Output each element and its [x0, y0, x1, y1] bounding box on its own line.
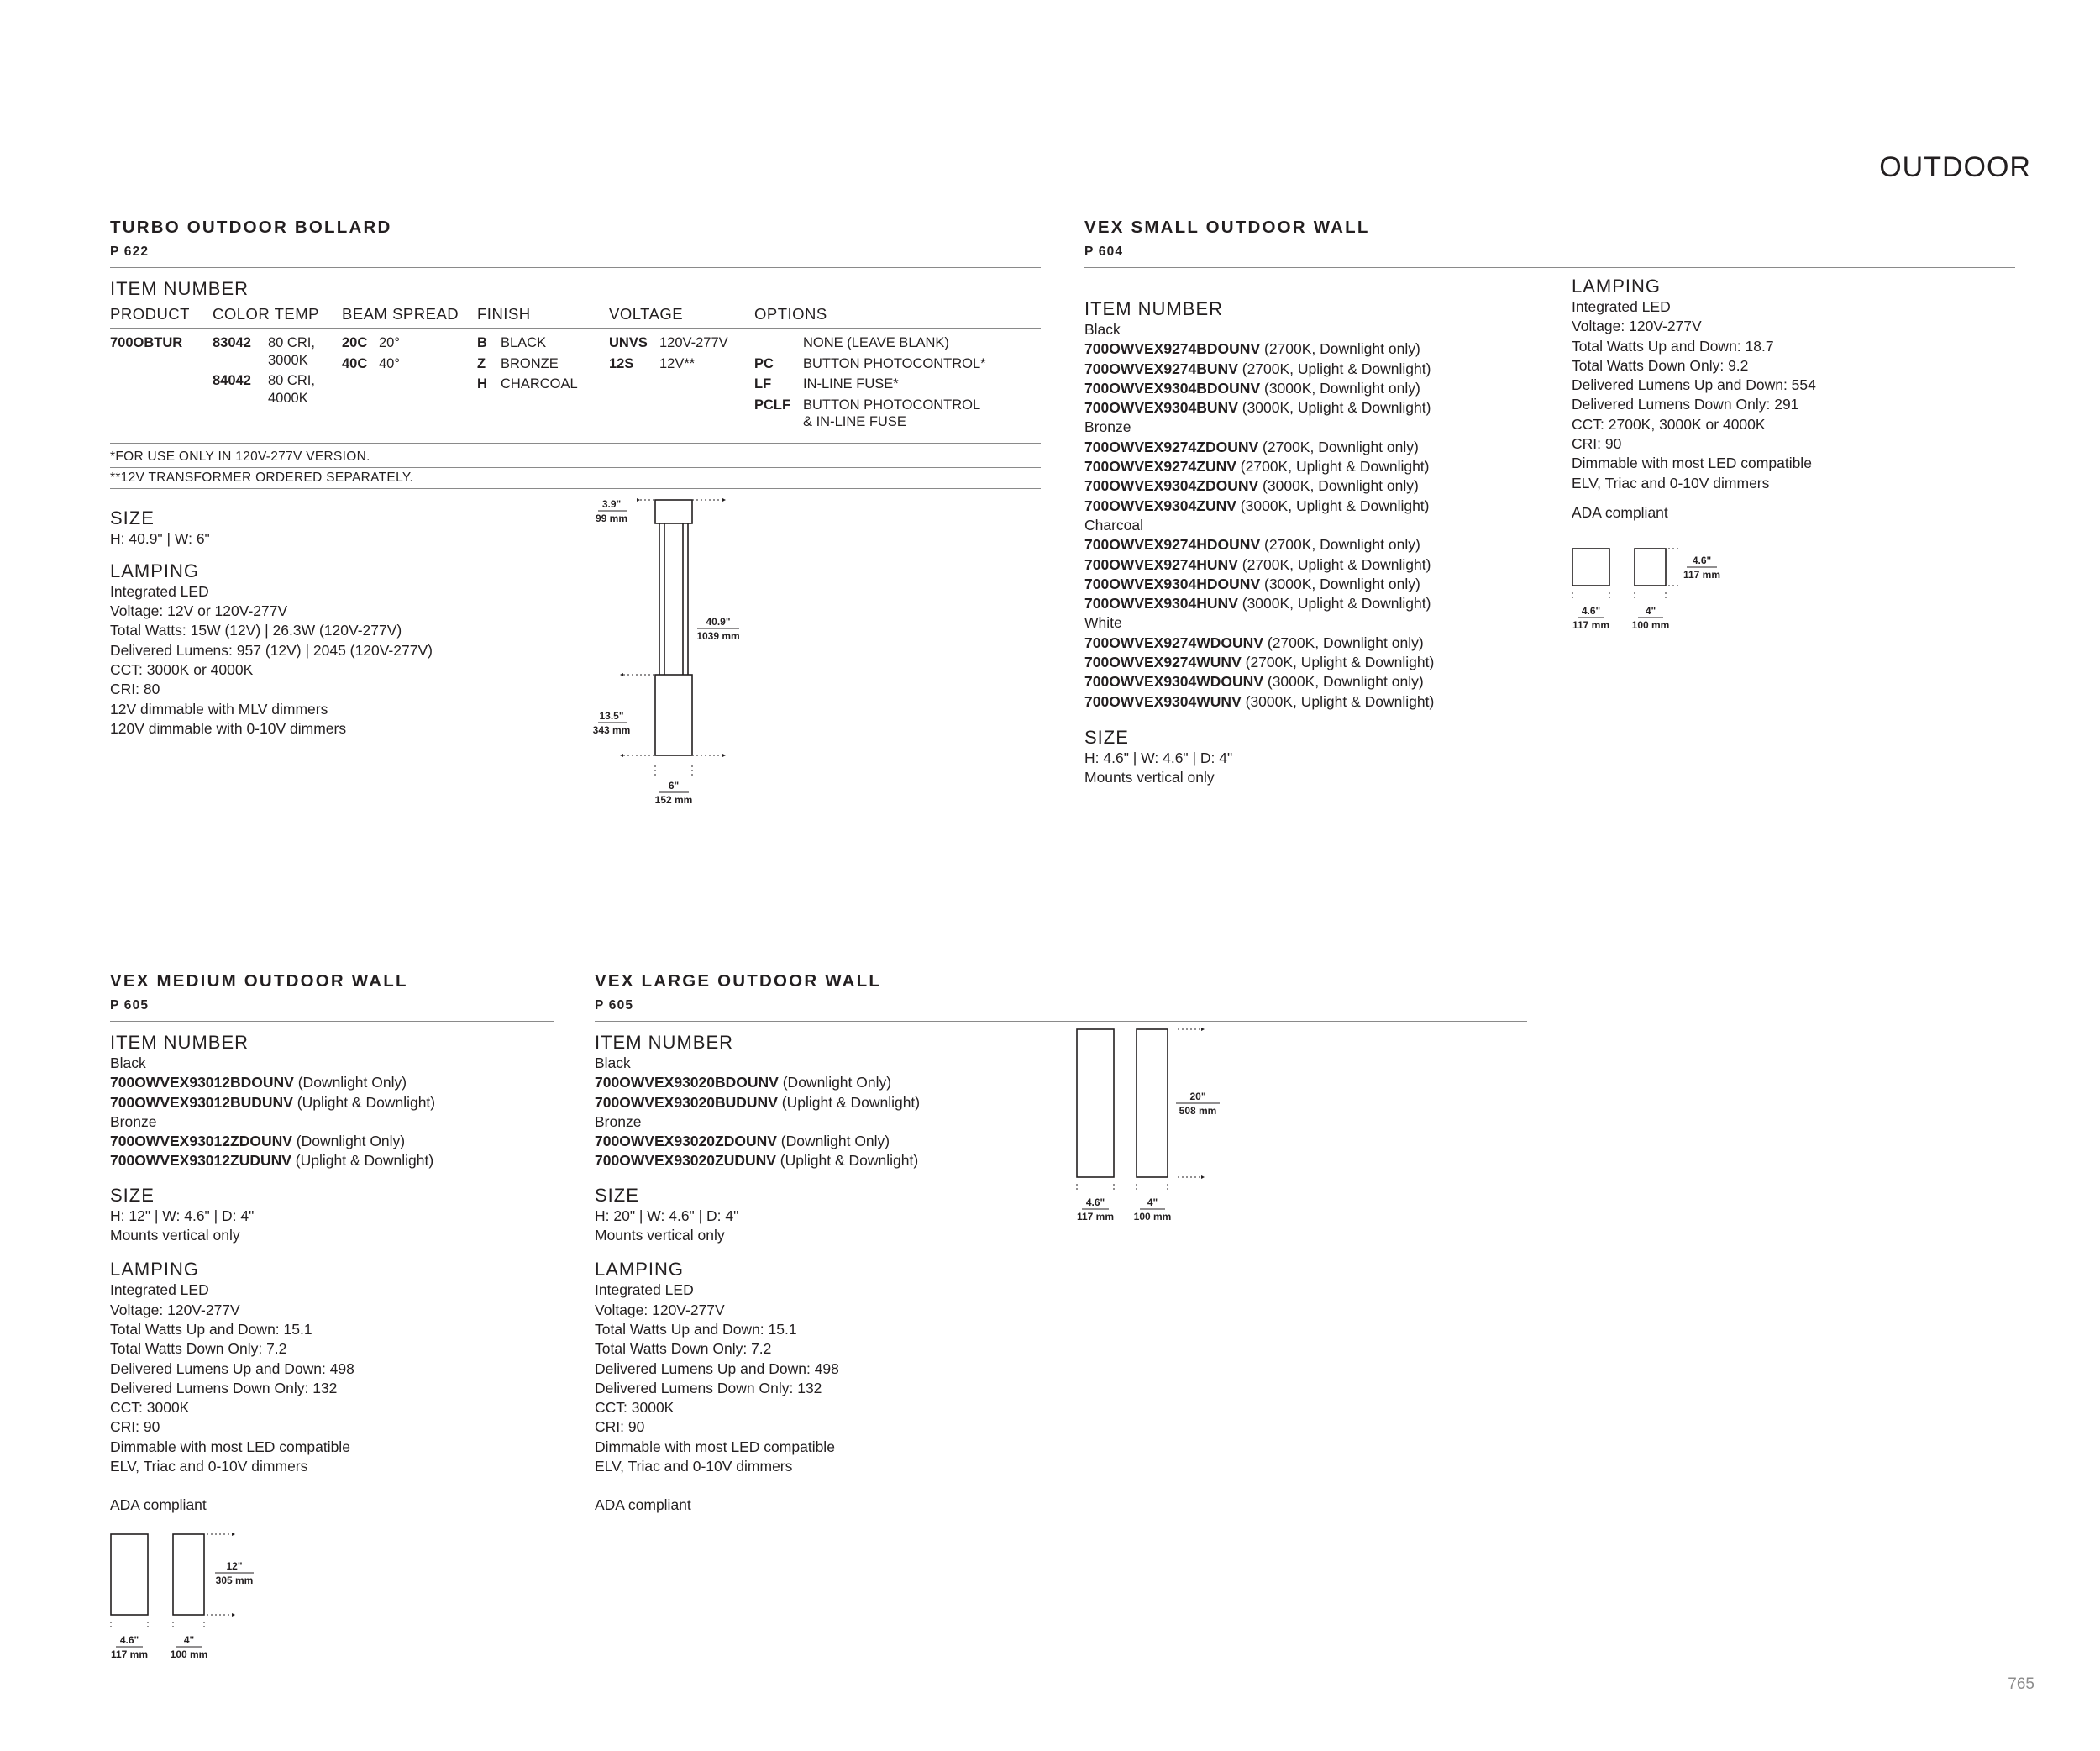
col-options: OPTIONS: [754, 305, 1041, 329]
catalog-page-ref: P 605: [110, 998, 150, 1012]
lamping-specs: Integrated LED Voltage: 12V or 120V-277V Total Watts: 15W (12V) | 26.3W (120V-277V) Delivered Lumens: 957 (12V) | 2045 (120V-277V) CCT: 3000K or 4000K CRI: 80 12V dimmable with MLV dimmers 120V dimmable with 0-10V dimmers: [110, 582, 433, 737]
item-row: 700OWVEX9274HUNV (2700K, Uplight & Downlight): [1084, 555, 1431, 573]
item-number-heading: ITEM NUMBER: [110, 1032, 249, 1053]
side-view: [1137, 1029, 1168, 1177]
dim-width: 6": [668, 780, 680, 791]
page-number: 765: [2008, 1675, 2034, 1693]
dim-width-mm: 117 mm: [110, 1648, 149, 1660]
bollard-head: [655, 500, 692, 523]
section-label: OUTDOOR: [1879, 151, 2031, 183]
divider: [1084, 267, 2015, 268]
size-value: H: 20" | W: 4.6" | D: 4" Mounts vertical only: [595, 1207, 739, 1244]
front-view: [1077, 1029, 1114, 1177]
vex-large-section: [595, 970, 1527, 1516]
catalog-page-ref: P 605: [595, 998, 634, 1012]
bollard-dimension-drawing: [588, 492, 756, 811]
dim-height: 12": [226, 1560, 243, 1572]
footnote: **12V TRANSFORMER ORDERED SEPARATELY.: [110, 470, 414, 485]
col-beam-spread: BEAM SPREAD: [342, 305, 477, 329]
finish-label: Bronze: [1084, 418, 1131, 436]
divider: [110, 267, 1041, 268]
vex-small-dimension-drawing: [1567, 542, 1735, 639]
item-row: 700OWVEX9274ZDOUNV (2700K, Downlight only): [1084, 438, 1419, 455]
ada-compliant: ADA compliant: [110, 1496, 207, 1514]
front-view: [111, 1534, 148, 1615]
item-row: 700OWVEX9304WUNV (3000K, Uplight & Downlight): [1084, 692, 1435, 710]
dim-width-mm: 152 mm: [654, 794, 693, 806]
size-heading: SIZE: [1084, 726, 1129, 748]
item-row: 700OWVEX9274WDOUNV (2700K, Downlight only): [1084, 634, 1424, 651]
dim-width-mm: 117 mm: [1572, 619, 1610, 631]
lamping-heading: LAMPING: [1572, 276, 1662, 297]
item-row: 700OWVEX9274ZUNV (2700K, Uplight & Downlight): [1084, 458, 1430, 476]
dim-top-width: 3.9": [601, 498, 622, 510]
vex-small-lamping: [1572, 276, 2008, 523]
size-value: H: 40.9" | W: 6": [110, 529, 210, 547]
item-number-heading: ITEM NUMBER: [595, 1032, 733, 1053]
finish-label: Black: [1084, 321, 1121, 338]
item-row: 700OWVEX9304HUNV (3000K, Uplight & Downlight): [1084, 595, 1431, 613]
vex-large-dimension-drawing: [1075, 1023, 1260, 1224]
vex-medium-section: [110, 970, 554, 1516]
item-number-heading: ITEM NUMBER: [110, 278, 249, 299]
lamping-specs: Integrated LED Voltage: 120V-277V Total Watts Up and Down: 15.1 Total Watts Down Only: 7.2 Delivered Lumens Up and Down: 498 Delivered Lumens Down Only: 132 CCT: 3000K CRI: 90 Dimmable with most LED compatible ELV, Triac and 0-10V dimmers: [110, 1281, 354, 1475]
finish-option: Z BRONZE: [477, 355, 559, 371]
finish-label: Bronze: [595, 1112, 642, 1130]
item-row: 700OWVEX93020BDOUNV (Downlight Only): [595, 1074, 892, 1091]
item-row: 700OWVEX93012ZUDUNV (Uplight & Downlight): [110, 1152, 434, 1170]
size-value: H: 4.6" | W: 4.6" | D: 4" Mounts vertical only: [1084, 749, 1233, 786]
ada-compliant: ADA compliant: [595, 1496, 691, 1514]
item-row: 700OWVEX93020BUDUNV (Uplight & Downlight): [595, 1093, 921, 1111]
divider: [110, 488, 1041, 489]
option-item: PCLF BUTTON PHOTOCONTROL & IN-LINE FUSE: [754, 397, 980, 429]
item-row: 700OWVEX9274BUNV (2700K, Uplight & Downlight): [1084, 360, 1431, 377]
item-row: 700OWVEX9274BDOUNV (2700K, Downlight only): [1084, 340, 1420, 358]
voltage-option: 12S 12V**: [609, 355, 696, 371]
item-row: 700OWVEX93012ZDOUNV (Downlight Only): [110, 1133, 406, 1150]
dim-height-mm: 305 mm: [215, 1575, 254, 1586]
dim-height: 4.6": [1692, 555, 1712, 566]
lamping-heading: LAMPING: [595, 1259, 685, 1280]
dim-width: 4.6": [1581, 605, 1601, 617]
bollard-base: [655, 675, 692, 755]
col-color-temp: COLOR TEMP: [213, 305, 342, 329]
dim-width-mm: 117 mm: [1076, 1211, 1115, 1223]
side-view: [1635, 549, 1666, 586]
product-code: 700OBTUR: [110, 335, 183, 350]
turbo-bollard-section: [110, 217, 1041, 739]
dim-width: 4.6": [1085, 1196, 1105, 1208]
product-title: VEX MEDIUM OUTDOOR WALL: [110, 971, 408, 991]
item-row: 700OWVEX9304HDOUNV (3000K, Downlight only): [1084, 575, 1420, 592]
product-title: VEX LARGE OUTDOOR WALL: [595, 971, 882, 991]
col-finish: FINISH: [477, 305, 609, 329]
color-temp-option: 83042 80 CRI, 3000K: [213, 335, 315, 368]
divider: [110, 443, 1041, 444]
dim-depth: 4": [1645, 605, 1656, 617]
finish-option: B BLACK: [477, 335, 547, 350]
col-product: PRODUCT: [110, 305, 213, 329]
col-voltage: VOLTAGE: [609, 305, 754, 329]
ada-compliant: ADA compliant: [1572, 503, 1668, 521]
size-heading: SIZE: [110, 1184, 155, 1206]
dim-depth-mm: 100 mm: [170, 1648, 208, 1660]
finish-option: H CHARCOAL: [477, 376, 578, 392]
option-item: LF IN-LINE FUSE*: [754, 376, 899, 392]
item-row: 700OWVEX93020ZUDUNV (Uplight & Downlight): [595, 1152, 919, 1170]
dim-width: 4.6": [119, 1634, 139, 1646]
item-row: 700OWVEX93020ZDOUNV (Downlight Only): [595, 1133, 890, 1150]
finish-label: Bronze: [110, 1112, 157, 1130]
footnote: *FOR USE ONLY IN 120V-277V VERSION.: [110, 449, 370, 464]
ordering-table: [110, 305, 1041, 434]
vex-medium-dimension-drawing: [106, 1528, 274, 1666]
dim-base-height-mm: 343 mm: [592, 724, 631, 736]
beam-option: 40C 40°: [342, 355, 400, 371]
lamping-heading: LAMPING: [110, 1259, 200, 1280]
divider: [595, 1021, 1527, 1022]
dim-height: 20": [1189, 1091, 1206, 1102]
finish-label: Black: [110, 1054, 146, 1071]
size-value: H: 12" | W: 4.6" | D: 4" Mounts vertical only: [110, 1207, 255, 1244]
finish-label: Black: [595, 1054, 631, 1071]
item-row: 700OWVEX9304ZDOUNV (3000K, Downlight only): [1084, 477, 1419, 495]
lamping-specs: Integrated LED Voltage: 120V-277V Total Watts Up and Down: 18.7 Total Watts Down Only: 9.2 Delivered Lumens Up and Down: 554 Delivered Lumens Down Only: 291 CCT: 2700K, 3000K or 4000K CRI: 90 Dimmable with most LED compatible ELV, Triac and 0-10V dimmers: [1572, 298, 1816, 492]
product-title: VEX SMALL OUTDOOR WALL: [1084, 218, 1370, 237]
beam-option: 20C 20°: [342, 335, 400, 350]
finish-label: Charcoal: [1084, 516, 1144, 534]
item-row: 700OWVEX9304ZUNV (3000K, Uplight & Downlight): [1084, 497, 1430, 514]
dim-height-mm: 1039 mm: [696, 630, 740, 642]
side-view: [173, 1534, 204, 1615]
dim-top-width-mm: 99 mm: [595, 513, 628, 524]
dim-depth-mm: 100 mm: [1133, 1211, 1172, 1223]
dim-height-mm: 508 mm: [1179, 1105, 1217, 1117]
front-view: [1572, 549, 1609, 586]
catalog-page-ref: P 622: [110, 245, 150, 259]
lamping-specs: Integrated LED Voltage: 120V-277V Total Watts Up and Down: 15.1 Total Watts Down Only: 7.2 Delivered Lumens Up and Down: 498 Delivered Lumens Down Only: 132 CCT: 3000K CRI: 90 Dimmable with most LED compatible ELV, Triac and 0-10V dimmers: [595, 1281, 839, 1475]
item-row: 700OWVEX9304BUNV (3000K, Uplight & Downlight): [1084, 399, 1431, 417]
dim-height-mm: 117 mm: [1683, 569, 1721, 581]
item-row: 700OWVEX9304BDOUNV (3000K, Downlight only): [1084, 379, 1420, 397]
vex-small-item-list: [1084, 298, 1555, 788]
size-heading: SIZE: [595, 1184, 639, 1206]
dim-base-height: 13.5": [599, 710, 624, 722]
color-temp-option: 84042 80 CRI, 4000K: [213, 373, 315, 406]
divider: [110, 1021, 554, 1022]
dim-height: 40.9": [706, 616, 731, 628]
product-title: TURBO OUTDOOR BOLLARD: [110, 218, 392, 237]
item-row: 700OWVEX93012BDOUNV (Downlight Only): [110, 1074, 407, 1091]
item-row: 700OWVEX9274WUNV (2700K, Uplight & Downlight): [1084, 654, 1435, 671]
dim-depth-mm: 100 mm: [1631, 619, 1670, 631]
item-row: 700OWVEX9274HDOUNV (2700K, Downlight only): [1084, 536, 1420, 554]
option-item: NONE (LEAVE BLANK): [803, 335, 949, 350]
dim-depth: 4": [1147, 1196, 1158, 1208]
option-item: PC BUTTON PHOTOCONTROL*: [754, 355, 986, 371]
lamping-heading: LAMPING: [110, 560, 200, 581]
vex-small-section: [1084, 217, 2015, 268]
item-row: 700OWVEX93012BUDUNV (Uplight & Downlight): [110, 1093, 436, 1111]
item-row: 700OWVEX9304WDOUNV (3000K, Downlight only): [1084, 673, 1424, 691]
size-heading: SIZE: [110, 507, 155, 528]
voltage-option: UNVS 120V-277V: [609, 335, 728, 350]
dim-depth: 4": [183, 1634, 195, 1646]
catalog-page-ref: P 604: [1084, 245, 1124, 259]
item-number-heading: ITEM NUMBER: [1084, 298, 1223, 319]
finish-label: White: [1084, 614, 1122, 632]
